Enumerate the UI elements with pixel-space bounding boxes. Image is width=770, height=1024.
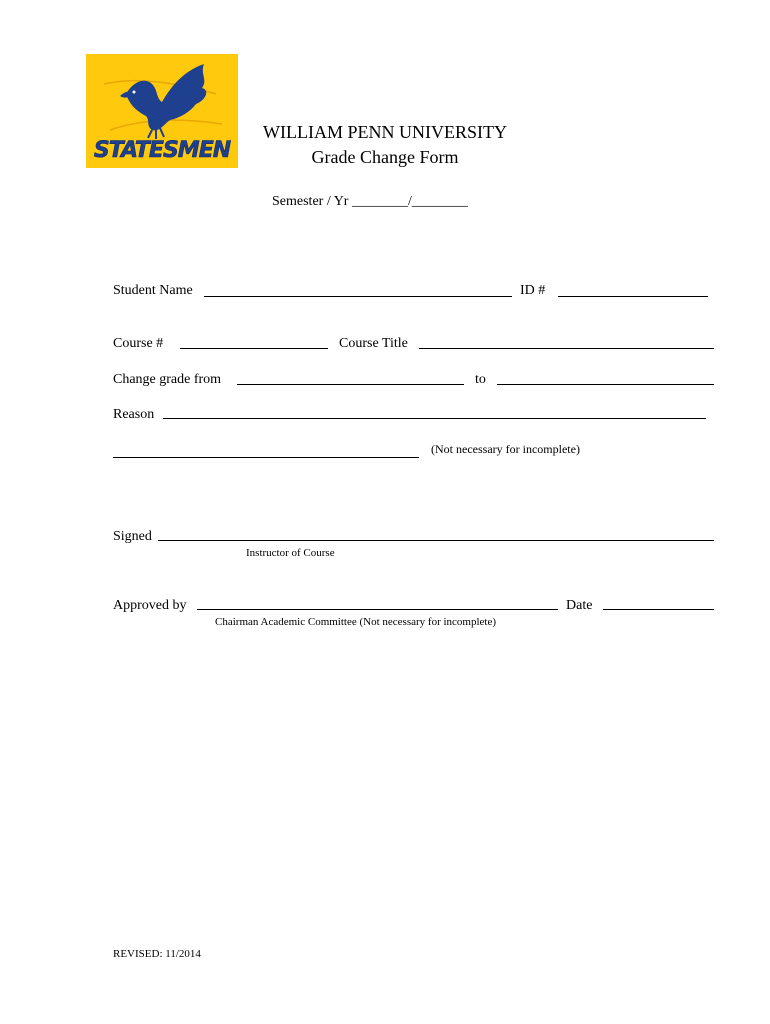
form-title: Grade Change Form [311,147,459,167]
student-name-field[interactable] [204,296,512,297]
id-field[interactable] [558,296,708,297]
course-number-field[interactable] [180,348,328,349]
course-number-label: Course # [113,336,164,351]
id-label: ID # [520,283,546,298]
student-name-label: Student Name [113,283,193,298]
approved-sublabel: Chairman Academic Committee (Not necessary for incomplete) [215,616,497,628]
change-grade-from-label: Change grade from [113,372,222,387]
reason-note: (Not necessary for incomplete) [431,442,580,456]
semester-label: Semester / Yr ________/________ [272,194,468,209]
grade-from-field[interactable] [237,384,464,385]
course-title-field[interactable] [419,348,714,349]
to-label: to [475,372,486,387]
grade-to-field[interactable] [497,384,714,385]
approved-by-field[interactable] [197,609,558,610]
university-name: WILLIAM PENN UNIVERSITY [263,122,507,142]
approved-by-label: Approved by [113,598,187,613]
signed-sublabel: Instructor of Course [246,547,335,559]
signed-field[interactable] [158,540,714,541]
logo-text: STATESMEN [93,138,231,163]
signed-label: Signed [113,529,152,544]
date-field[interactable] [603,609,714,610]
date-label: Date [566,598,593,613]
revised-date: REVISED: 11/2014 [113,948,201,960]
reason-label: Reason [113,407,155,422]
course-title-label: Course Title [339,336,408,351]
reason-field[interactable] [163,418,706,419]
reason-field-line-2[interactable] [113,457,419,458]
